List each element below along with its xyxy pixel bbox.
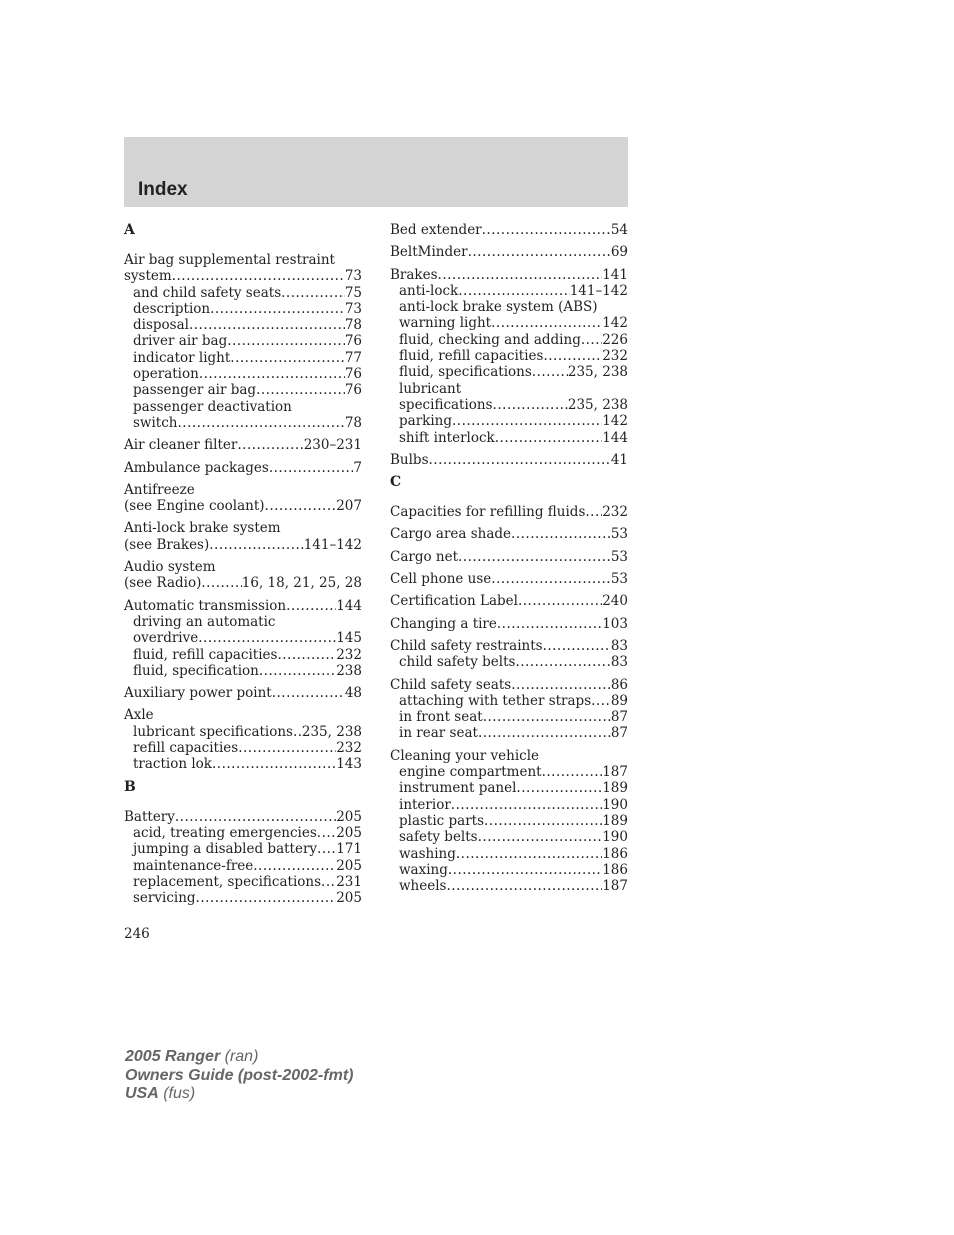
page-number: 246 [124, 926, 150, 942]
dot-leader [585, 504, 602, 520]
page-reference: 16, 18, 21, 25, 28 [241, 575, 362, 592]
entry-term: driver air bag [133, 333, 228, 350]
entry-term: Cell phone use [390, 571, 492, 588]
page-title: Index [138, 179, 188, 200]
page-reference: 238 [336, 662, 362, 679]
index-entry [390, 593, 628, 609]
index-subentry-line [124, 890, 362, 906]
index-subentry-line [124, 874, 362, 890]
dot-leader [286, 598, 336, 614]
index-entry-line [124, 498, 362, 514]
page-reference: 232 [336, 740, 362, 757]
entry-term: passenger air bag [133, 382, 257, 399]
index-entry-line [124, 559, 362, 575]
dot-leader [458, 283, 569, 299]
footer-model-code: (ran) [220, 1048, 259, 1065]
dot-leader [491, 571, 611, 587]
dot-leader [495, 430, 602, 446]
entry-term: washing [399, 845, 456, 862]
dot-leader [272, 685, 345, 701]
page-reference: 54 [610, 222, 628, 238]
index-subentry-line [124, 647, 362, 663]
index-column-left [124, 222, 362, 912]
index-column-right [390, 222, 628, 900]
entry-term: Changing a tire [390, 615, 497, 632]
entry-term: Audio system [124, 559, 216, 576]
entry-term: maintenance-free [133, 857, 254, 874]
page-reference: 87 [610, 709, 628, 726]
index-entry [390, 748, 628, 895]
index-subentry-line [124, 740, 362, 756]
entry-term: anti-lock brake system (ABS) [399, 299, 598, 316]
entry-term: attaching with tether straps [399, 692, 592, 709]
dot-leader [269, 460, 354, 476]
index-subentry-line [390, 725, 628, 741]
index-entry-line [390, 593, 628, 609]
index-entry-line [124, 809, 362, 825]
index-entry [124, 437, 362, 453]
page-reference: 232 [602, 504, 628, 521]
page-reference: 76 [344, 382, 362, 399]
index-subentry-line [390, 654, 628, 670]
entry-term: refill capacities [133, 740, 239, 757]
page-reference: 232 [602, 348, 628, 365]
dot-leader [448, 862, 602, 878]
dot-leader [468, 244, 611, 260]
header-band [124, 137, 628, 207]
index-entry-line [390, 638, 628, 654]
page-reference: 226 [602, 331, 628, 348]
entry-term: Child safety restraints [390, 637, 543, 654]
index-subentry-line [390, 764, 628, 780]
index-entry [390, 452, 628, 468]
index-subentry-line [390, 797, 628, 813]
index-subentry-line [124, 382, 362, 398]
page-reference: 235, 238 [301, 723, 362, 740]
index-entry-line [124, 252, 362, 268]
dot-leader [199, 366, 345, 382]
index-entry [390, 267, 628, 446]
dot-leader [198, 630, 336, 646]
dot-leader [210, 301, 345, 317]
page-reference: 205 [336, 857, 362, 874]
page-reference: 186 [602, 845, 628, 862]
index-subentry-line [390, 780, 628, 796]
index-entry-line [390, 267, 628, 283]
index-entry [390, 222, 628, 238]
index-subentry-line [390, 693, 628, 709]
index-subentry-line [390, 381, 628, 397]
index-entry-line [124, 707, 362, 723]
entry-term: description [133, 300, 211, 317]
dot-leader [493, 397, 568, 413]
page-reference: 53 [610, 571, 628, 588]
page-reference: 187 [602, 878, 628, 895]
entry-term: driving an automatic [133, 613, 276, 630]
entry-term: replacement, specifications [133, 873, 322, 890]
dot-leader [478, 725, 611, 741]
index-subentry-line [390, 364, 628, 380]
dot-leader [483, 709, 611, 725]
entry-term: Battery [124, 808, 175, 825]
index-subentry-line [124, 333, 362, 349]
index-subentry-line [124, 858, 362, 874]
dot-leader [438, 267, 603, 283]
dot-leader [281, 285, 345, 301]
page-reference: 89 [610, 692, 628, 709]
index-entry-line [390, 222, 628, 238]
index-entry [390, 571, 628, 587]
entry-term: Anti-lock brake system [124, 520, 281, 537]
entry-term: Bed extender [390, 222, 482, 238]
page-reference: 189 [602, 780, 628, 797]
footer-guide: Owners Guide (post-2002-fmt) [125, 1066, 354, 1084]
index-subentry-line [390, 829, 628, 845]
page-reference: 141 [602, 266, 628, 283]
page-reference: 205 [336, 890, 362, 907]
dot-leader [259, 663, 336, 679]
index-subentry-line [124, 366, 362, 382]
index-subentry-line [390, 413, 628, 429]
page-reference: 189 [602, 812, 628, 829]
entry-term: BeltMinder [390, 244, 468, 261]
index-entry-line [390, 549, 628, 565]
index-entry [124, 707, 362, 772]
page-reference: 77 [344, 349, 362, 366]
index-entry [124, 520, 362, 553]
entry-term: fluid, specifications [399, 364, 532, 381]
page-reference: 69 [610, 244, 628, 261]
dot-leader [212, 756, 336, 772]
entry-term: passenger deactivation [133, 398, 292, 415]
index-entry-line [390, 677, 628, 693]
entry-term: child safety belts [399, 654, 516, 671]
index-entry-line [124, 575, 362, 591]
index-subentry-line [124, 415, 362, 431]
dot-leader [484, 813, 602, 829]
index-subentry-line [124, 630, 362, 646]
dot-leader [317, 841, 336, 857]
footer-region: USA [125, 1085, 159, 1102]
dot-leader [458, 549, 611, 565]
index-subentry-line [390, 430, 628, 446]
index-subentry-line [124, 350, 362, 366]
index-entry-line [124, 437, 362, 453]
index-entry-line [124, 685, 362, 701]
dot-leader [478, 829, 603, 845]
index-entry-line [390, 504, 628, 520]
page-reference: 78 [344, 414, 362, 431]
index-subentry-line [124, 301, 362, 317]
page-reference: 141–142 [303, 536, 362, 553]
dot-leader [511, 677, 611, 693]
index-entry [390, 638, 628, 671]
index-entry-line [390, 526, 628, 542]
index-entry [124, 559, 362, 592]
dot-leader [543, 348, 602, 364]
entry-term: acid, treating emergencies [133, 824, 317, 841]
page-reference: 87 [610, 725, 628, 742]
index-entry-line [390, 452, 628, 468]
page-reference: 75 [344, 284, 362, 301]
dot-leader [497, 616, 602, 632]
entry-term: Capacities for refilling fluids [390, 504, 586, 521]
document-footer [125, 1048, 353, 1104]
entry-term: Certification Label [390, 593, 518, 610]
dot-leader [511, 526, 611, 542]
dot-leader [516, 780, 602, 796]
dot-leader [265, 498, 337, 514]
index-subentry-line [390, 862, 628, 878]
index-entry [390, 677, 628, 742]
index-entry-line [124, 268, 362, 284]
dot-leader [238, 740, 336, 756]
index-subentry-line [390, 813, 628, 829]
entry-term: overdrive [133, 630, 199, 647]
dot-leader [542, 764, 603, 780]
page-reference: 103 [602, 615, 628, 632]
page-reference: 230–231 [303, 437, 362, 454]
index-entry-line [124, 598, 362, 614]
index-subentry-line [390, 332, 628, 348]
index-subentry-line [124, 756, 362, 772]
page-reference: 235, 238 [567, 396, 628, 413]
entry-term: Antifreeze [124, 481, 195, 498]
dot-leader [429, 452, 611, 468]
index-entry [124, 252, 362, 431]
index-entry-line [390, 244, 628, 260]
page-reference: 186 [602, 861, 628, 878]
index-subentry-line [124, 317, 362, 333]
dot-leader [543, 638, 611, 654]
page-reference: 190 [602, 796, 628, 813]
dot-leader [196, 890, 337, 906]
page-reference: 73 [344, 268, 362, 285]
dot-leader [456, 846, 602, 862]
page-reference: 205 [336, 808, 362, 825]
entry-term: lubricant specifications [133, 723, 293, 740]
entry-term: Cargo area shade [390, 526, 512, 543]
entry-term: warning light [399, 315, 492, 332]
page-reference: 48 [344, 685, 362, 702]
dot-leader [227, 333, 345, 349]
dot-leader [209, 537, 303, 553]
entry-term: (see Brakes) [124, 536, 210, 553]
index-entry [390, 616, 628, 632]
index-subentry-line [124, 614, 362, 630]
entry-term: jumping a disabled battery [133, 841, 318, 858]
index-subentry-line [390, 846, 628, 862]
dot-leader [201, 575, 241, 591]
page-reference: 76 [344, 366, 362, 383]
entry-term: Child safety seats [390, 676, 512, 693]
index-entry-line [124, 520, 362, 536]
entry-term: Air bag supplemental restraint [124, 252, 335, 268]
index-subentry-line [390, 878, 628, 894]
dot-leader [482, 222, 611, 238]
dot-leader [451, 797, 602, 813]
page-reference: 78 [344, 317, 362, 334]
index-subentry-line [124, 825, 362, 841]
index-subentry-line [124, 285, 362, 301]
index-subentry-line [390, 299, 628, 315]
index-subentry-line [390, 315, 628, 331]
entry-term: (see Radio) [124, 575, 202, 592]
index-subentry-line [390, 283, 628, 299]
page-reference: 7 [353, 459, 362, 476]
page-reference: 207 [336, 498, 362, 515]
page-reference: 143 [336, 756, 362, 773]
page-reference: 41 [610, 451, 628, 468]
entry-term: in front seat [399, 709, 483, 726]
entry-term: engine compartment [399, 764, 542, 781]
entry-term: waxing [399, 861, 448, 878]
page-reference: 144 [336, 597, 362, 614]
entry-term: instrument panel [399, 780, 517, 797]
footer-model: 2005 Ranger [125, 1048, 221, 1065]
page-reference: 145 [336, 630, 362, 647]
page-reference: 53 [610, 548, 628, 565]
index-entry [124, 685, 362, 701]
dot-leader [452, 413, 602, 429]
page-reference: 142 [602, 315, 628, 332]
dot-leader [237, 437, 303, 453]
index-entry-line [390, 571, 628, 587]
entry-term: Auxiliary power point [124, 685, 272, 702]
entry-term: anti-lock [399, 282, 459, 299]
page-reference: 86 [610, 676, 628, 693]
page-reference: 73 [344, 300, 362, 317]
entry-term: plastic parts [399, 812, 485, 829]
entry-term: fluid, refill capacities [133, 646, 278, 663]
dot-leader [515, 654, 610, 670]
index-entry [390, 504, 628, 520]
index-subentry-line [124, 724, 362, 740]
index-entry [124, 809, 362, 907]
dot-leader [321, 874, 336, 890]
page-reference: 142 [602, 413, 628, 430]
page-reference: 232 [336, 646, 362, 663]
entry-term: switch [133, 414, 178, 431]
entry-term: traction lok [133, 756, 212, 773]
page-reference: 83 [610, 654, 628, 671]
entry-term: Ambulance packages [124, 459, 269, 476]
entry-term: parking [399, 413, 452, 430]
dot-leader [277, 647, 336, 663]
page-reference: 240 [602, 593, 628, 610]
page-reference: 187 [602, 764, 628, 781]
dot-leader [518, 593, 602, 609]
index-subentry-line [124, 841, 362, 857]
entry-term: system [124, 268, 172, 285]
index-subentry-line [390, 397, 628, 413]
index-subentry-line [390, 709, 628, 725]
dot-leader [175, 809, 336, 825]
page-reference: 53 [610, 526, 628, 543]
index-entry-line [390, 748, 628, 764]
dot-leader [532, 364, 568, 380]
dot-leader [317, 825, 336, 841]
entry-term: and child safety seats [133, 284, 282, 301]
dot-leader [189, 317, 345, 333]
dot-leader [581, 332, 602, 348]
entry-term: safety belts [399, 829, 478, 846]
index-entry [124, 460, 362, 476]
entry-term: lubricant [399, 380, 462, 397]
entry-term: Bulbs [390, 451, 429, 468]
index-entry [390, 526, 628, 542]
entry-term: fluid, refill capacities [399, 348, 544, 365]
page-reference: 205 [336, 824, 362, 841]
entry-term: Cleaning your vehicle [390, 747, 540, 764]
entry-term: (see Engine coolant) [124, 498, 265, 515]
entry-term: indicator light [133, 349, 231, 366]
index-entry [124, 482, 362, 515]
page-reference: 144 [602, 429, 628, 446]
entry-term: disposal [133, 317, 189, 334]
dot-leader [230, 350, 345, 366]
dot-leader [293, 724, 302, 740]
index-entry [124, 598, 362, 679]
entry-term: Brakes [390, 266, 438, 283]
entry-term: operation [133, 366, 199, 383]
section-letter: B [124, 778, 136, 795]
section-letter: C [390, 474, 402, 491]
dot-leader [172, 268, 345, 284]
index-entry-line [124, 460, 362, 476]
page-reference: 235, 238 [567, 364, 628, 381]
page-reference: 83 [610, 637, 628, 654]
index-entry [390, 549, 628, 565]
index-entry-line [390, 616, 628, 632]
entry-term: specifications [399, 396, 493, 413]
entry-term: servicing [133, 890, 196, 907]
index-entry-line [124, 482, 362, 498]
entry-term: interior [399, 796, 451, 813]
entry-term: in rear seat [399, 725, 478, 742]
entry-term: fluid, checking and adding [399, 331, 581, 348]
dot-leader [253, 858, 336, 874]
dot-leader [491, 315, 602, 331]
index-entry [390, 244, 628, 260]
page-reference: 76 [344, 333, 362, 350]
entry-term: Automatic transmission [124, 597, 287, 614]
page-reference: 171 [336, 841, 362, 858]
dot-leader [177, 415, 344, 431]
page-reference: 231 [336, 873, 362, 890]
dot-leader [256, 382, 345, 398]
index-subentry-line [124, 663, 362, 679]
footer-region-code: (fus) [158, 1085, 196, 1102]
entry-term: Air cleaner filter [124, 437, 238, 454]
page-reference: 190 [602, 829, 628, 846]
entry-term: shift interlock [399, 429, 495, 446]
index-entry-line [124, 537, 362, 553]
section-letter: A [124, 222, 135, 238]
entry-term: Cargo net [390, 548, 459, 565]
index-subentry-line [124, 399, 362, 415]
dot-leader [591, 693, 611, 709]
page-reference: 141–142 [569, 282, 628, 299]
dot-leader [446, 878, 602, 894]
entry-term: fluid, specification [133, 662, 259, 679]
entry-term: wheels [399, 878, 447, 895]
entry-term: Axle [124, 707, 154, 724]
index-subentry-line [390, 348, 628, 364]
